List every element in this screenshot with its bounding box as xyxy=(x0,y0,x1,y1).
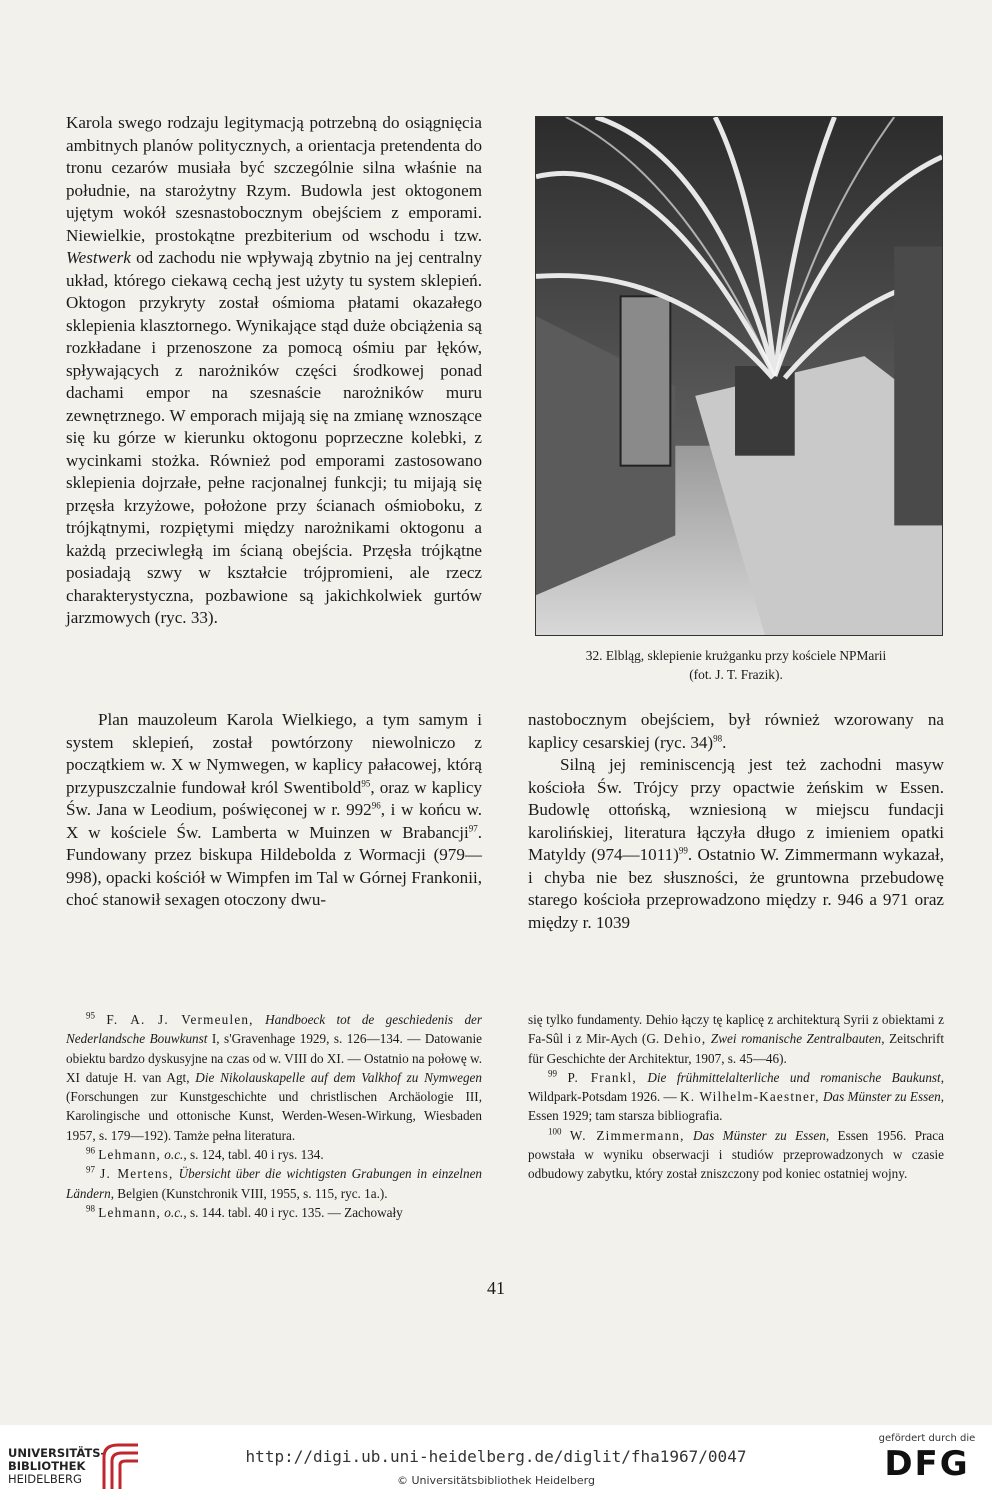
caption-line-2: (fot. J. T. Frazik). xyxy=(689,667,783,682)
library-name-line: BIBLIOTHEK xyxy=(8,1459,86,1473)
text-run: . xyxy=(722,732,727,752)
footnote-97 xyxy=(66,1164,482,1203)
footnotes-right xyxy=(528,1010,944,1184)
copyright-notice: © Universitätsbibliothek Heidelberg xyxy=(396,1474,595,1487)
footnote-number: 97 xyxy=(86,1164,95,1175)
left-column-top-text xyxy=(66,112,482,630)
footnote-author: P. Frankl, xyxy=(567,1069,637,1085)
footnote-text: , Essen 1929; tam starsza bibliografia. xyxy=(528,1089,945,1124)
footnote-number: 98 xyxy=(86,1203,95,1214)
footnote-98-continued xyxy=(528,1010,944,1068)
footnote-number: 100 xyxy=(548,1126,562,1137)
footnote-title: Handboeck tot de geschiedenis der Nederlandsche Bouwkunst xyxy=(66,1012,483,1047)
library-name-line: HEIDELBERG xyxy=(8,1472,82,1486)
library-name-line: UNIVERSITÄTS- xyxy=(8,1446,106,1460)
page-number: 41 xyxy=(487,1278,505,1298)
text-run: od zachodu nie wpływają zbytnio na jej centralny układ, którego ciekawą cechą jest użyty tu system sklepień. Oktogon przykryty został ośmioma płatami okazałego sklepienia klasztornego. Wynikające stąd duże obciążenia są rozkładane i przenoszone za pomocą ośmiu par łęków, spływających z narożników części środkowej ponad dachami empor na szesnaście narożników muru zewnętrznego. W emporach mijają się na zmianę wznoszące się ku górze w kierunku oktogonu poprzeczne kolebki, z wycinkami stożka. Również pod emporami zastosowano sklepienia dojrzałe, pełne racjonalnej funkcji; tu mijają się przęsła krzyżowe, położone przy ścianach ośmioboku, z trójkątnymi, rozpiętymi między narożnikami oktogonu a każdą przeciwległą im ścianą obejścia. Przęsła trójkątne posiadają szwy w kształcie trójpromieni, ale rzecz charakterystyczna, pozbawione są jakichkolwiek gurtów jarzmowych (ryc. 33). xyxy=(66,248,482,627)
footnote-title: Die Nikolauskapelle auf dem Valkhof zu Nymwegen xyxy=(195,1069,482,1085)
footnote-author: Lehmann, xyxy=(98,1147,161,1163)
italic-term: Westwerk xyxy=(66,248,131,267)
paragraph xyxy=(528,709,944,754)
footnote-text: (Forschungen zur Kunstgeschichte und christlischen Archäologie III, Karolingische und ottonische Kunst, Werden-Wesen-Wirkung, Wiesbaden 1957, s. 179—192). Tamże pełna literatura. xyxy=(66,1089,482,1143)
footnote-text: , Wildpark-Potsdam 1926. — xyxy=(528,1069,945,1105)
footnote-text: , Essen 1956. Praca powstała w wyniku obserwacji i studiów przeprowadzonych w czasie odbudowy zabytku, który został zniszczony pod koniec ostatniej wojny. xyxy=(528,1127,944,1182)
text-run: nastobocznym obejściem, był również wzorowany na kaplicy cesarskiej (ryc. 34) xyxy=(528,710,944,752)
footnote-95 xyxy=(66,1010,482,1145)
footnote-ref-98: 98 xyxy=(713,732,723,743)
footnote-text: I, s'Gravenhage 1929, s. 126—134. — Datowanie obiektu bardzo dyskusyjne na czas od w. VIII do XI. — Ostatnio na połowę w. XI datuje H. van Agt, xyxy=(66,1031,483,1085)
footnote-number: 95 xyxy=(86,1010,95,1021)
caption-line-1: 32. Elbląg, sklepienie krużganku przy kościele NPMarii xyxy=(585,648,887,663)
paragraph xyxy=(66,709,482,912)
dfg-wordmark: DFG xyxy=(884,1444,970,1484)
footnote-ref-97: 97 xyxy=(468,822,478,833)
funded-by-label: gefördert durch die xyxy=(878,1433,976,1444)
footnote-author: J. Mertens, xyxy=(100,1166,174,1182)
footnote-author: K. Wilhelm-Kaestner, xyxy=(680,1089,820,1105)
text-run: , oraz w kaplicy Św. Jana w Leodium, poświęconej w r. 992 xyxy=(66,777,482,819)
left-column-bottom-text xyxy=(66,709,482,912)
viewer-footer xyxy=(0,1425,992,1500)
footnote-author: Dehio, xyxy=(663,1031,707,1047)
footnote-title: Übersicht über die wichtigsten Grabungen in einzelnen Ländern xyxy=(66,1166,483,1201)
footnote-text: , s. 124, tabl. 40 i rys. 134. xyxy=(183,1147,324,1163)
photo-image xyxy=(536,117,942,635)
footnote-author: W. Zimmermann, xyxy=(569,1127,685,1143)
footnote-text: , Belgien (Kunstchronik VIII, 1955, s. 115, ryc. 1a.). xyxy=(110,1185,388,1201)
footnote-ref-99: 99 xyxy=(678,845,688,856)
text-run: . Ostatnio W. Zimmermann wykazał, i chyba nie bez słuszności, że gruntowna przebudowę starego kościoła przeprowadzono między r. 946 a 971 oraz między r. 1039 xyxy=(528,845,944,932)
permalink-url[interactable]: http://digi.ub.uni-heidelberg.de/diglit/fha1967/0047 xyxy=(245,1447,747,1466)
footnote-author: F. A. J. Vermeulen, xyxy=(106,1012,254,1027)
footnote-text: , s. 144. tabl. 40 i ryc. 135. — Zachowały xyxy=(183,1204,403,1220)
footnote-96 xyxy=(66,1145,482,1164)
text-run: Silną jej reminiscencją jest też zachodni masyw kościoła Św. Trójcy przy opactwie żeńskim w Essen. Budowlę ottońską, wzniesioną w miejscu fundacji karolińskiej, literatura łączyła długo z imieniem opatki Matyldy (974—1011) xyxy=(528,755,944,864)
footnote-99 xyxy=(528,1068,944,1126)
footnote-title: Das Münster zu Essen xyxy=(693,1127,826,1143)
dfg-logo[interactable] xyxy=(872,1433,982,1484)
text-run: Karola swego rodzaju legitymacją potrzebną do osiągnięcia ambitnych planów politycznych, a orientacja pretendenta do tronu cezarów musiała być szczególnie silna właśnie na południe, na starożytny Rzym. Budowla jest oktogonem ujętym wokół szesnastobocznym obejściem z emporami. Niewielkie, prostokątne prezbiterium od wschodu i tzw. xyxy=(66,113,482,245)
right-column-bottom-text xyxy=(528,709,944,934)
footnote-abbrev: o.c. xyxy=(164,1147,184,1163)
footnote-title: Das Münster zu Essen xyxy=(822,1089,941,1105)
footnote-ref-95: 95 xyxy=(361,777,371,788)
paragraph xyxy=(528,754,944,934)
footnote-abbrev: o.c. xyxy=(164,1204,184,1220)
footnotes-left xyxy=(66,1010,482,1222)
footnote-98 xyxy=(66,1203,482,1222)
footnote-title: Zwei romanische Zentralbauten xyxy=(710,1031,882,1047)
footnote-number: 96 xyxy=(86,1145,95,1156)
footnote-author: Lehmann, xyxy=(98,1204,161,1220)
footnote-100 xyxy=(528,1126,944,1184)
footnote-text: , Zeitschrift für Geschichte der Architektur, 1907, s. 45—46). xyxy=(528,1031,944,1066)
text-run: Plan mauzoleum Karola Wielkiego, a tym samym i system sklepień, został powtórzony niewolniczo z początkiem w. X w Nymwegen, w kaplicy pałacowej, którą przypuszczalnie fundował król Swentibold xyxy=(66,710,482,797)
footnote-number: 99 xyxy=(548,1068,557,1079)
footnote-text: się tylko fundamenty. Dehio łączy tę kaplicę z architekturą Syrii z obiektami z Fa-Sûl i z Mir-Aych (G. xyxy=(528,1012,944,1047)
paragraph xyxy=(66,112,482,630)
footnote-ref-96: 96 xyxy=(371,800,381,811)
text-run: . Fundowany przez biskupa Hildebolda z Wormacji (979—998), opacki kościół w Wimpfen im Tal w Górnej Frankonii, choć stanowił sexagen otoczony dwu- xyxy=(66,822,482,909)
text-run: , i w końcu w. X w kościele Św. Lamberta w Muinzen w Brabancji xyxy=(66,800,482,842)
figure-caption xyxy=(528,646,944,684)
photo-cloister-vault xyxy=(535,116,943,636)
footnote-title: Die frühmittelalterliche und romanische Baukunst xyxy=(647,1069,941,1085)
